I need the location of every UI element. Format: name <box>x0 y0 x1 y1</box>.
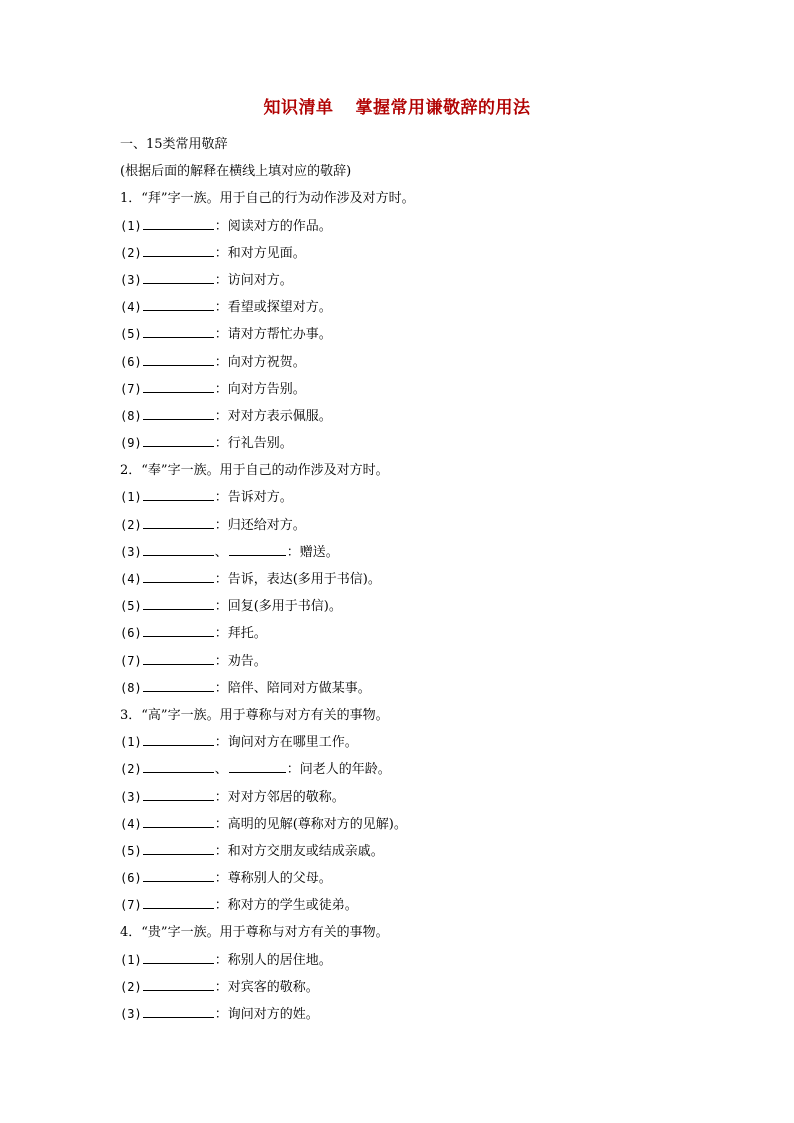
item-description: ：向对方告别。 <box>214 381 306 397</box>
item-number: (7) <box>120 381 142 396</box>
item-description: ：向对方祝贺。 <box>214 354 306 370</box>
fill-in-item <box>120 512 700 539</box>
item-description: ：拜托。 <box>214 626 267 642</box>
answer-blank[interactable] <box>143 1007 214 1018</box>
item-description: ：对对方邻居的敬称。 <box>214 789 345 805</box>
answer-blank[interactable] <box>143 300 214 311</box>
item-description: ：和对方交朋友或结成亲戚。 <box>214 843 384 859</box>
blank-separator: 、 <box>214 544 228 560</box>
fill-in-item <box>120 947 700 974</box>
answer-blank[interactable] <box>143 355 214 366</box>
answer-blank[interactable] <box>143 626 214 637</box>
answer-blank[interactable] <box>143 572 214 583</box>
fill-in-item <box>120 321 700 348</box>
answer-blank[interactable] <box>143 327 214 338</box>
group-heading: 1．“拜”字一族。用于自己的行为动作涉及对方时。 <box>120 191 415 207</box>
answer-blank[interactable] <box>229 762 286 773</box>
item-number: (6) <box>120 871 142 886</box>
answer-blank[interactable] <box>143 980 214 991</box>
item-description: ：告诉，表达(多用于书信)。 <box>214 572 381 587</box>
answer-blank[interactable] <box>143 219 214 230</box>
fill-in-item <box>120 294 700 321</box>
item-number: (9) <box>120 436 142 451</box>
item-number: (4) <box>120 572 142 586</box>
fill-in-item <box>120 213 700 240</box>
fill-in-item <box>120 593 700 620</box>
item-number: (7) <box>120 653 142 668</box>
group-heading: 2．“奉”字一族。用于自己的动作涉及对方时。 <box>120 463 389 479</box>
fill-in-item <box>120 811 700 838</box>
item-number: (2) <box>120 517 142 532</box>
answer-blank[interactable] <box>143 735 214 746</box>
answer-blank[interactable] <box>143 436 214 447</box>
answer-blank[interactable] <box>143 490 214 501</box>
item-description: ：陪伴、陪同对方做某事。 <box>214 680 371 696</box>
answer-blank[interactable] <box>143 762 214 773</box>
page-title <box>0 96 794 120</box>
answer-blank[interactable] <box>143 681 214 692</box>
answer-blank[interactable] <box>143 790 214 801</box>
title-right: 掌握常用谦敬辞的用法 <box>355 98 531 118</box>
answer-blank[interactable] <box>229 545 286 556</box>
item-number: (8) <box>120 680 142 695</box>
item-number: (7) <box>120 898 142 913</box>
fill-in-item <box>120 1001 700 1028</box>
fill-in-item <box>120 974 700 1001</box>
item-description: ：回复(多用于书信)。 <box>214 599 342 615</box>
answer-blank[interactable] <box>143 844 214 855</box>
item-description: ：询问对方的姓。 <box>214 1007 319 1022</box>
fill-in-item <box>120 838 700 865</box>
item-number: (5) <box>120 327 142 342</box>
group-heading: 4．“贵”字一族。用于尊称与对方有关的事物。 <box>120 925 389 941</box>
item-number: (6) <box>120 354 142 369</box>
blank-separator: 、 <box>214 762 228 778</box>
item-number: (2) <box>120 245 142 260</box>
item-description: ：赠送。 <box>286 544 339 560</box>
item-description: ：问老人的年龄。 <box>286 762 391 778</box>
item-number: (6) <box>120 626 142 641</box>
section-heading: 一、15类常用敬辞 <box>120 137 228 152</box>
group-heading: 3．“高”字一族。用于尊称与对方有关的事物。 <box>120 707 389 723</box>
item-description: ：劝告。 <box>214 653 267 669</box>
item-number: (4) <box>120 816 142 831</box>
item-number: (8) <box>120 408 142 423</box>
instruction-text: (根据后面的解释在横线上填对应的敬辞) <box>120 164 352 180</box>
fill-in-item <box>120 484 700 511</box>
fill-in-item <box>120 865 700 892</box>
item-description: ：高明的见解(尊称对方的见解)。 <box>214 816 407 832</box>
item-number: (1) <box>120 952 142 967</box>
item-number: (3) <box>120 1007 142 1021</box>
item-description: ：和对方见面。 <box>214 245 306 261</box>
item-description: ：称对方的学生或徒弟。 <box>214 898 358 914</box>
answer-blank[interactable] <box>143 953 214 964</box>
item-description: ：归还给对方。 <box>214 517 306 533</box>
item-description: ：看望或探望对方。 <box>214 300 332 316</box>
item-description: ：对对方表示佩服。 <box>214 408 332 424</box>
item-number: (3) <box>120 544 142 559</box>
fill-in-item <box>120 566 700 593</box>
fill-in-item <box>120 892 700 919</box>
fill-in-item <box>120 539 700 566</box>
answer-blank[interactable] <box>143 599 214 610</box>
fill-in-item <box>120 240 700 267</box>
fill-in-item <box>120 267 700 294</box>
item-description: ：询问对方在哪里工作。 <box>214 735 358 751</box>
item-description: ：告诉对方。 <box>214 490 293 506</box>
answer-blank[interactable] <box>143 817 214 828</box>
item-number: (2) <box>120 762 142 777</box>
item-number: (1) <box>120 218 142 233</box>
item-description: ：访问对方。 <box>214 272 293 288</box>
answer-blank[interactable] <box>143 654 214 665</box>
fill-in-item <box>120 430 700 457</box>
fill-in-item <box>120 376 700 403</box>
item-description: ：行礼告别。 <box>214 436 293 452</box>
item-number: (4) <box>120 300 142 315</box>
item-number: (5) <box>120 599 142 614</box>
fill-in-item <box>120 648 700 675</box>
fill-in-item <box>120 784 700 811</box>
answer-blank[interactable] <box>143 273 214 284</box>
item-description: ：阅读对方的作品。 <box>214 218 332 234</box>
fill-in-item <box>120 620 700 647</box>
answer-blank[interactable] <box>143 246 214 257</box>
item-number: (3) <box>120 789 142 804</box>
answer-blank[interactable] <box>143 545 214 556</box>
item-description: ：请对方帮忙办事。 <box>214 327 332 343</box>
answer-blank[interactable] <box>143 409 214 420</box>
item-number: (5) <box>120 843 142 858</box>
answer-blank[interactable] <box>143 518 214 529</box>
fill-in-item <box>120 729 700 756</box>
fill-in-item <box>120 349 700 376</box>
worksheet-body <box>120 131 700 1028</box>
item-number: (2) <box>120 979 142 994</box>
item-number: (3) <box>120 272 142 287</box>
answer-blank[interactable] <box>143 382 214 393</box>
item-description: ：称别人的居住地。 <box>214 952 332 968</box>
fill-in-item <box>120 675 700 702</box>
item-description: ：尊称别人的父母。 <box>214 871 332 887</box>
fill-in-item <box>120 403 700 430</box>
title-left: 知识清单 <box>263 98 334 118</box>
fill-in-item <box>120 756 700 783</box>
answer-blank[interactable] <box>143 898 214 909</box>
answer-blank[interactable] <box>143 871 214 882</box>
item-number: (1) <box>120 735 142 750</box>
item-number: (1) <box>120 490 142 505</box>
item-description: ：对宾客的敬称。 <box>214 979 319 995</box>
